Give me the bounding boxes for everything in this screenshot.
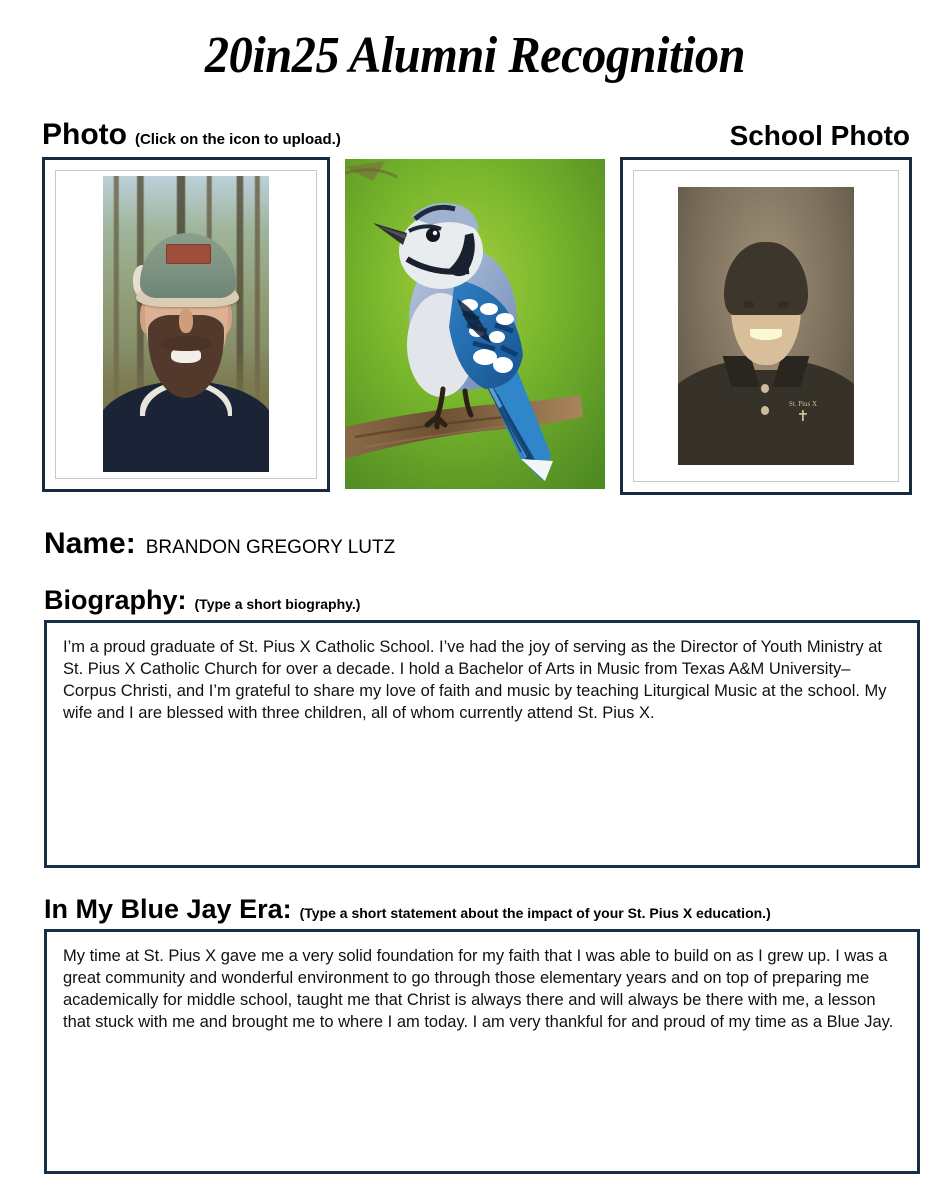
photo-upload-hint: (Click on the icon to upload.) xyxy=(134,130,341,148)
mustache-shape xyxy=(161,336,211,351)
blue-jay-era-section xyxy=(0,893,950,1174)
photo-upload-frame[interactable] xyxy=(42,157,330,492)
school-photo-label: School Photo xyxy=(729,119,910,151)
biography-hint: (Type a short biography.) xyxy=(194,595,361,612)
photo-inner-mat xyxy=(55,170,317,479)
school-crest-logo xyxy=(780,401,826,451)
school-smile-shape xyxy=(750,329,782,340)
school-photo-frame[interactable] xyxy=(620,157,912,495)
page-title: 20in25 Alumni Recognition xyxy=(204,27,746,84)
photo-section-header xyxy=(0,114,950,150)
photo-label: Photo xyxy=(42,117,127,151)
nose-shape xyxy=(179,309,192,333)
cross-icon: ✝ xyxy=(796,408,810,425)
name-row xyxy=(44,526,950,560)
cap-logo-patch xyxy=(166,244,211,264)
polo-button-top xyxy=(761,384,769,392)
school-left-eye xyxy=(743,301,754,308)
school-portrait-photo[interactable] xyxy=(678,187,854,465)
name-value[interactable]: BRANDON GREGORY LUTZ xyxy=(145,536,396,558)
blue-jay-era-hint: (Type a short statement about the impact of your St. Pius X education.) xyxy=(299,904,771,921)
school-crest-text: St. Pius X xyxy=(788,399,818,408)
school-right-eye xyxy=(778,301,789,308)
name-label: Name: xyxy=(44,526,136,560)
biography-section xyxy=(0,584,950,868)
blue-jay-illustration xyxy=(345,159,605,489)
blue-jay-era-header xyxy=(44,893,920,924)
blue-jay-era-textbox[interactable]: My time at St. Pius X gave me a very solid foundation for my faith that I was able to build on as I grew up. I was a great community and wonderful environment to go through those elementary years and on top of preparing me academically for middle school, taught me that Christ is always there and will always be there with me, a lesson that stuck with me and brought me to where I am today. I am very thankful for and proud of my time as a Blue Jay. xyxy=(44,929,920,1174)
biography-header xyxy=(44,584,920,615)
biography-textbox[interactable]: I’m a proud graduate of St. Pius X Catholic School. I’ve had the joy of serving as the Director of Youth Ministry at St. Pius X Catholic Church for over a decade. I hold a Bachelor of Arts in Music from Texas A&M University–Corpus Christi, and I’m grateful to share my love of faith and music by teaching Liturgical Music at the school. My wife and I are blessed with three children, all of whom currently attend St. Pius X. xyxy=(44,620,920,868)
school-hair-shape xyxy=(724,242,808,314)
school-photo-inner-mat xyxy=(633,170,899,482)
polo-button-bottom xyxy=(761,406,769,414)
blue-jay-era-label: In My Blue Jay Era: xyxy=(44,893,292,924)
blue-jay-photo xyxy=(345,159,605,489)
alumni-portrait-photo[interactable] xyxy=(103,176,269,472)
biography-label: Biography: xyxy=(44,584,187,615)
photo-label-group xyxy=(42,117,341,151)
photo-row xyxy=(0,157,950,495)
